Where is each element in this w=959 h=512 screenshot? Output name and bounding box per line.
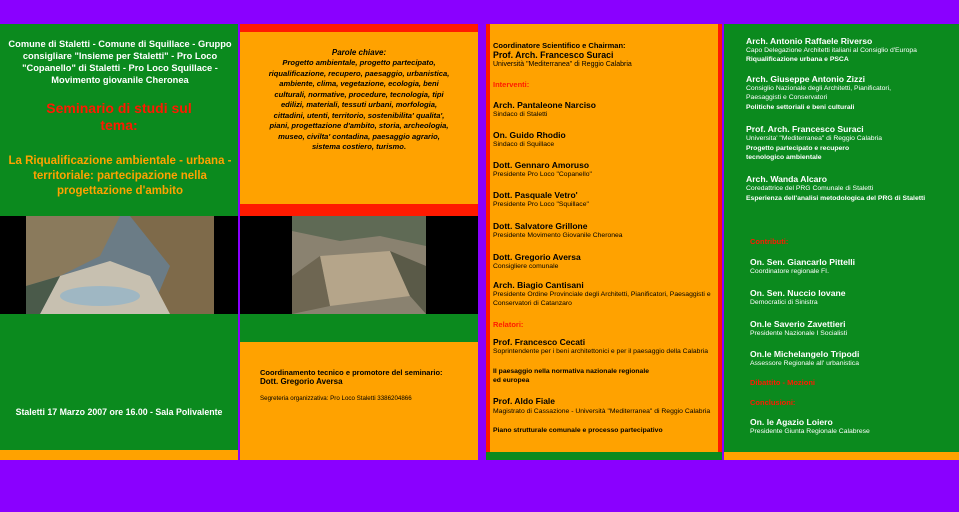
secretary-info: Segreteria organizzativa: Pro Loco Staletti 3386204866 xyxy=(260,395,412,402)
speaker-role: Universita' "Mediterranea" di Reggio Calabria xyxy=(746,135,883,142)
speaker-role: Coredattrice del PRG Comunale di Staletti xyxy=(746,185,874,192)
chair-label: Coordinatore Scientifico e Chairman: xyxy=(493,41,626,50)
mid-red-bar xyxy=(240,204,478,216)
contributor-role: Presidente Nazionale I Socialisti xyxy=(750,330,848,337)
speaker-role: Magistrato di Cassazione - Università "Mediterranea" di Reggio Calabria xyxy=(493,408,711,415)
dibattito-label: Dibattito - Mozioni xyxy=(750,378,815,387)
speaker-role: Soprintendente per i beni architettonici e per il paesaggio della Calabria xyxy=(493,348,708,355)
chair-role: Università "Mediterranea" di Reggio Calabria xyxy=(493,61,632,68)
speaker-role: Consiglio Nazionale degli Architetti, Pianificatori, Paesaggisti e Conservatori xyxy=(746,85,892,101)
speaker-topic: Esperienza dell'analisi metodologica del PRG di Staletti xyxy=(746,195,926,202)
keywords-text: Progetto ambientale, progetto partecipato, riqualificazione, recupero, paesaggio, urbanistica, ambiente, clima, vegetazione, ecologia, beni culturali, normative, procedure, tecnologia, tipi edilizi, materiali, tessuti urbani, morfologia, cittadini, utenti, territorio, sostenibilita' qualita', piani, progettazione d'ambito, storia, archeologia, museo, civilta' contadina, paesaggio agrario, sistema costiero, turismo. xyxy=(268,58,450,151)
speaker-name: Dott. Gregorio Aversa xyxy=(493,252,581,262)
relatori-label: Relatori: xyxy=(493,320,524,329)
panel-left xyxy=(0,24,238,460)
speaker-role: Presidente Ordine Provinciale degli Architetti, Pianificatori, Paesaggisti e Conservatori di Catanzaro xyxy=(493,291,711,307)
speaker-name: Arch. Giuseppe Antonio Zizzi xyxy=(746,74,866,84)
speaker-name: Dott. Pasquale Vetro' xyxy=(493,190,578,200)
left-red-strip xyxy=(486,24,490,460)
village-photo xyxy=(240,216,478,314)
contributor-role: Coordinatore regionale FI. xyxy=(750,268,829,275)
contributor-name: On. Sen. Nuccio Iovane xyxy=(750,288,846,298)
speaker-topic: Il paesaggio nella normativa nazionale regionale ed europea xyxy=(493,368,649,384)
bottom-green-bar xyxy=(486,452,722,460)
top-red-bar xyxy=(240,24,478,32)
coast-image xyxy=(0,216,238,314)
coast-photo xyxy=(0,216,238,314)
contributor-name: On.le Saverio Zavettieri xyxy=(750,319,846,329)
right-red-strip xyxy=(718,24,722,460)
conclusioni-label: Conclusioni: xyxy=(750,398,796,407)
conclusion-role: Presidente Giunta Regionale Calabrese xyxy=(750,428,870,435)
speaker-name: Dott. Gennaro Amoruso xyxy=(493,160,590,170)
speaker-name: Arch. Wanda Alcaro xyxy=(746,174,828,184)
contributor-role: Democratici di Sinistra xyxy=(750,299,818,306)
speaker-role: Sindaco di Squillace xyxy=(493,141,555,148)
chair-name: Prof. Arch. Francesco Suraci xyxy=(493,50,614,60)
main-title: La Riqualificazione ambientale - urbana - territoriale: partecipazione nella progettazione d'ambito xyxy=(8,155,232,197)
organizers-header: Comune di Staletti - Comune di Squillace - Gruppo consigliare "Insieme per Staletti" - Pro Loco "Copanello" di Staletti - Pro Loco Squillace - Movimento giovanile Cheronea xyxy=(8,39,232,85)
speaker-topic: Politiche settoriali e beni culturali xyxy=(746,104,855,111)
contributor-name: On. Sen. Giancarlo Pittelli xyxy=(750,257,856,267)
bottom-orange-bar xyxy=(0,450,238,460)
speaker-name: Arch. Biagio Cantisani xyxy=(493,280,584,290)
speaker-role: Sindaco di Staletti xyxy=(493,111,548,118)
speaker-topic: Riqualificazione urbana e PSCA xyxy=(746,56,849,63)
coordination-label: Coordinamento tecnico e promotore del seminario: xyxy=(260,368,443,377)
lower-red-bar xyxy=(240,314,478,342)
speaker-name: Prof. Francesco Cecati xyxy=(493,337,586,347)
speaker-name: On. Guido Rhodio xyxy=(493,130,566,140)
speaker-name: Arch. Antonio Raffaele Riverso xyxy=(746,36,873,46)
speaker-role: Presidente Pro Loco "Squillace" xyxy=(493,201,589,208)
village-image xyxy=(240,216,478,314)
speaker-role: Presidente Pro Loco "Copanello" xyxy=(493,171,592,178)
contributor-name: On.le Michelangelo Tripodi xyxy=(750,349,860,359)
conclusion-name: On. le Agazio Loiero xyxy=(750,417,833,427)
contributor-role: Assessore Regionale all' urbanistica xyxy=(750,360,859,367)
coordination-name: Dott. Gregorio Aversa xyxy=(260,377,343,386)
panel-speakers xyxy=(724,24,959,460)
speaker-name: Arch. Pantaleone Narciso xyxy=(493,100,596,110)
seminar-label: Seminario di studi sul tema: xyxy=(46,100,192,133)
panel-keywords xyxy=(240,24,478,460)
speaker-name: Prof. Arch. Francesco Suraci xyxy=(746,124,864,134)
date-place: Staletti 17 Marzo 2007 ore 16.00 - Sala Polivalente xyxy=(15,407,223,417)
speaker-topic: Piano strutturale comunale e processo partecipativo xyxy=(493,427,663,434)
speaker-role: Presidente Movimento Giovanile Cheronea xyxy=(493,232,623,239)
speaker-role: Capo Delegazione Architetti italiani al Consiglio d'Europa xyxy=(746,47,917,54)
interventi-label: Interventi: xyxy=(493,80,530,89)
speaker-name: Dott. Salvatore Grillone xyxy=(493,221,588,231)
panel-program xyxy=(486,24,722,460)
speaker-name: Prof. Aldo Fiale xyxy=(493,396,556,406)
keywords-label: Parole chiave: xyxy=(331,48,387,57)
speaker-role: Consigliere comunale xyxy=(493,263,559,270)
bottom-orange-bar xyxy=(724,452,959,460)
speaker-topic: Progetto partecipato e recupero tecnologico ambientale xyxy=(746,145,850,161)
contributi-label: Contributi: xyxy=(750,237,789,246)
